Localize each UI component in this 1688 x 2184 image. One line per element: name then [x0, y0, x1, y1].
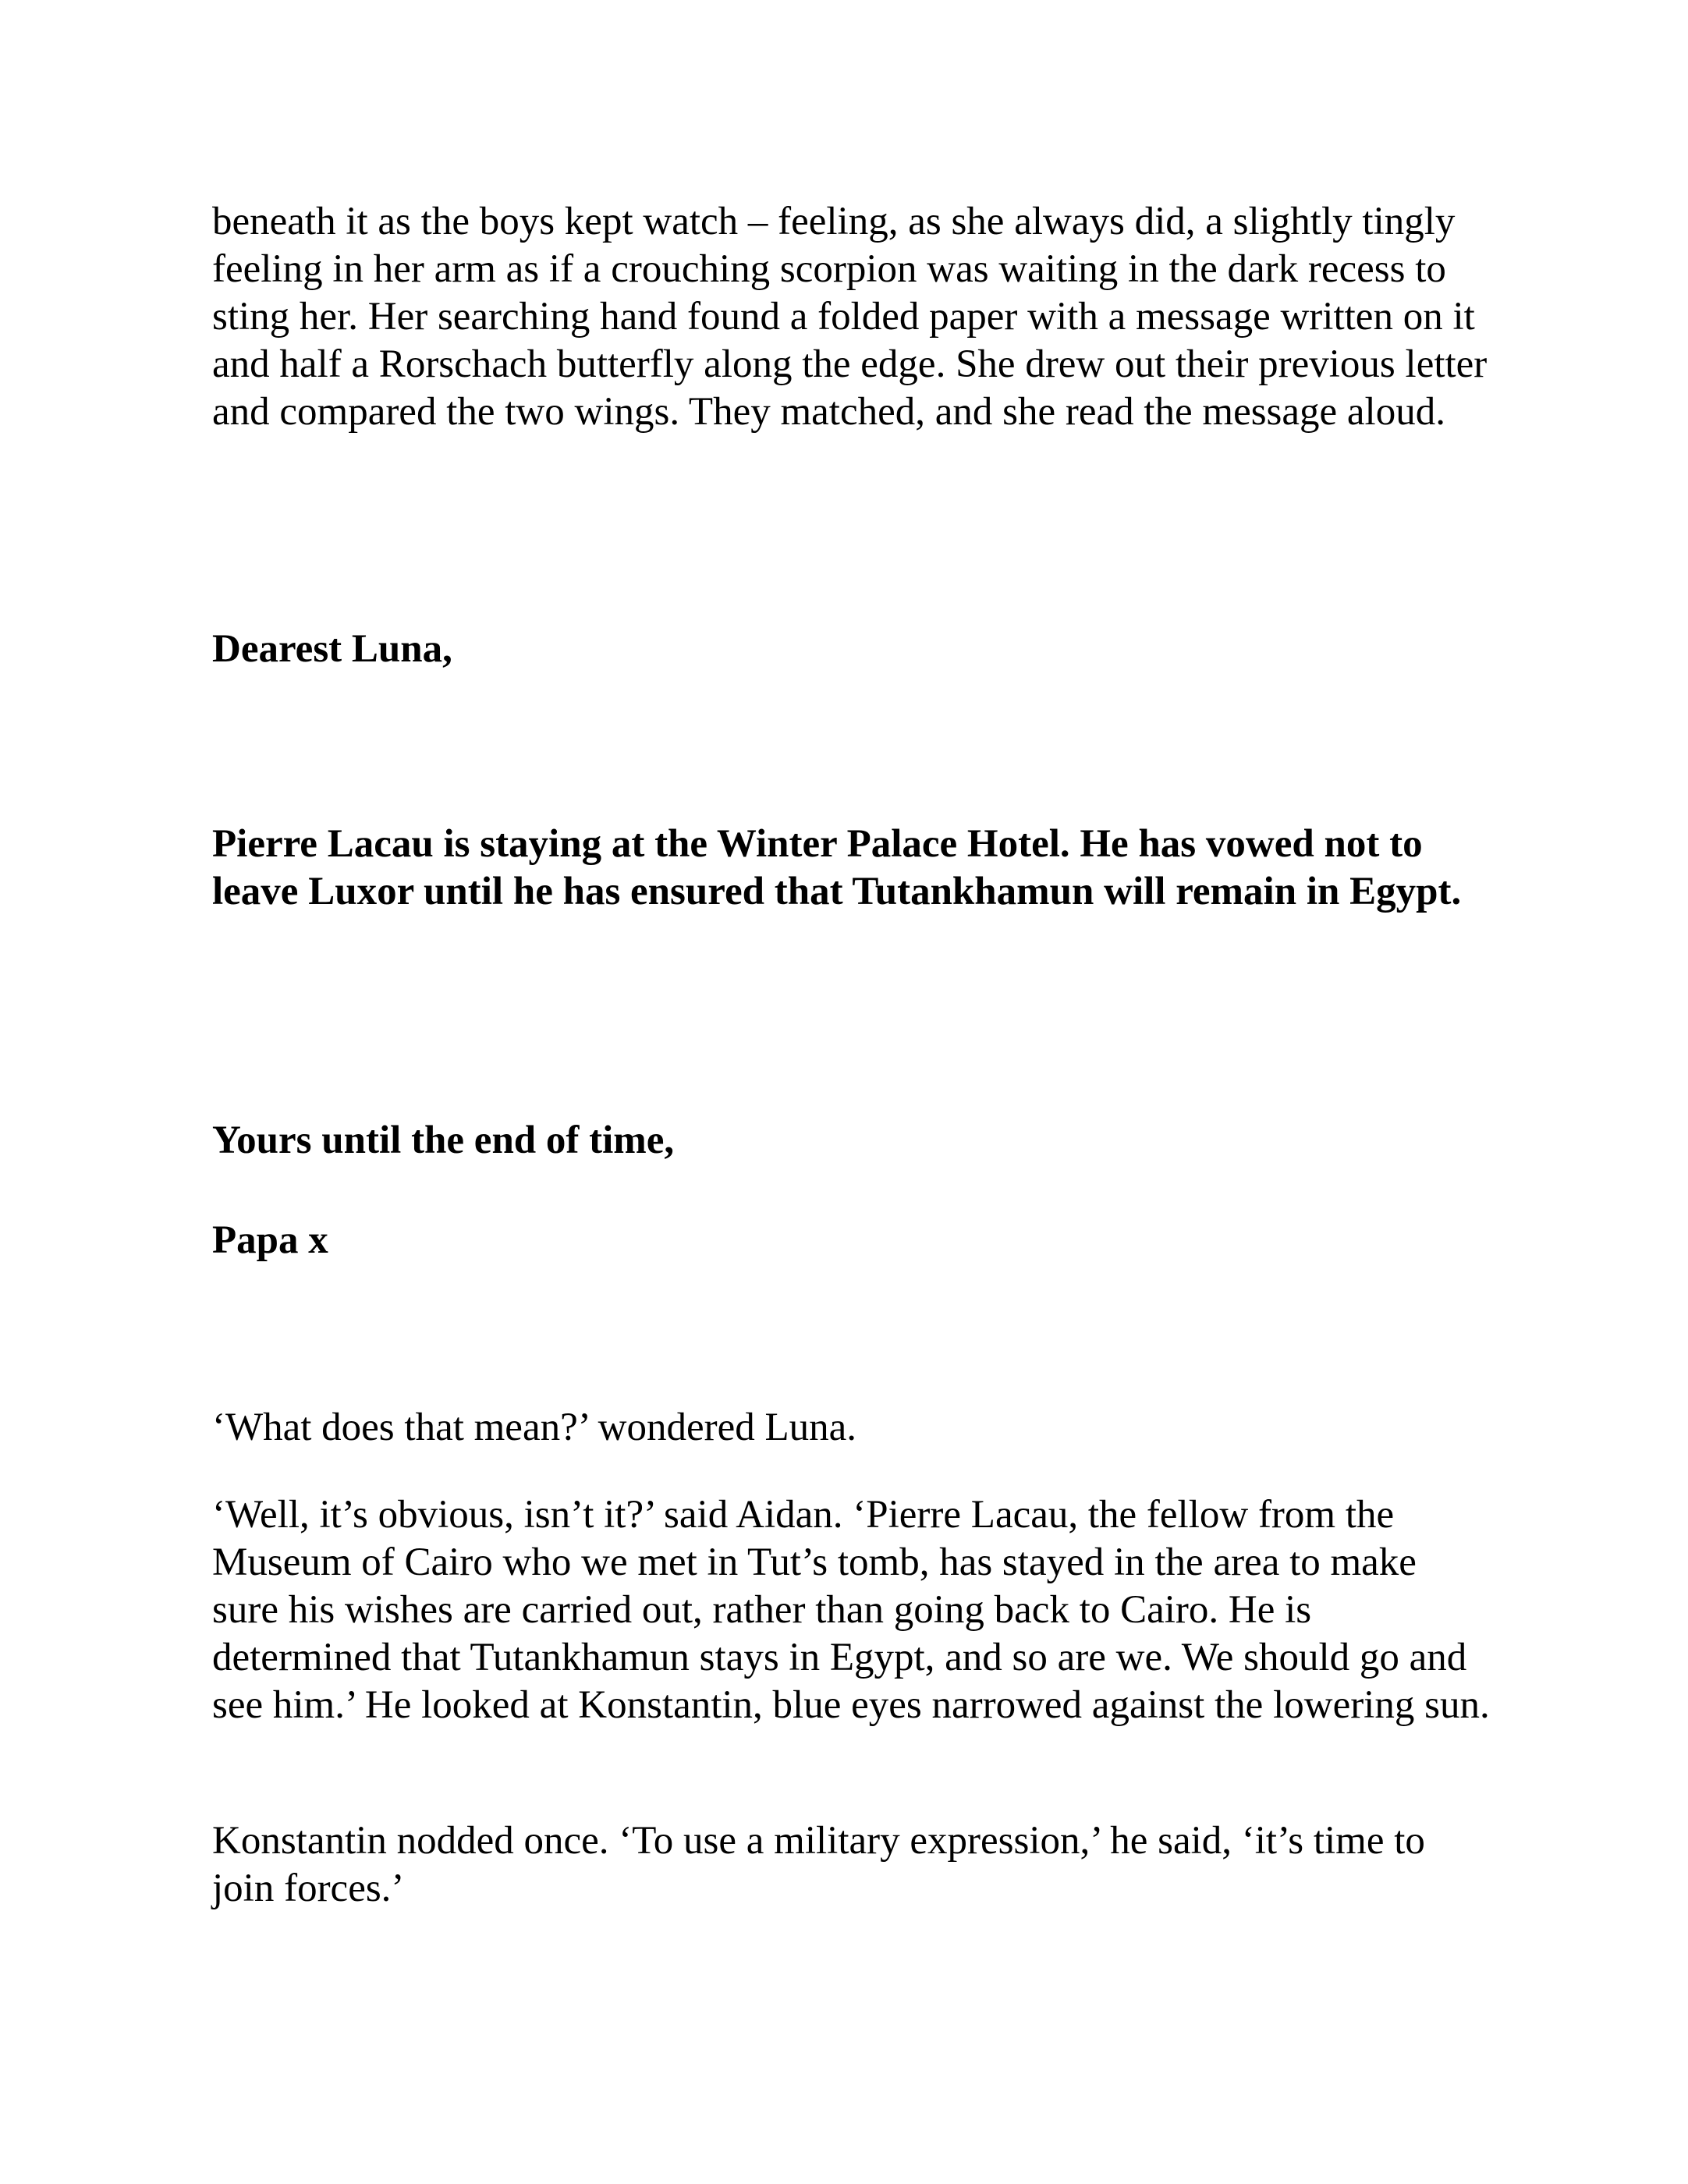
letter-signature: Papa x [212, 1218, 328, 1262]
paragraph-dialogue-konstantin: Konstantin nodded once. ‘To use a military expression,’ he said, ‘it’s time to join forces.’ [212, 1819, 1425, 1910]
letter-salutation: Dearest Luna, [212, 627, 452, 671]
paragraph-dialogue-luna: ‘What does that mean?’ wondered Luna. [212, 1406, 857, 1449]
letter-closing: Yours until the end of time, [212, 1119, 675, 1162]
letter-body: Pierre Lacau is staying at the Winter Palace Hotel. He has vowed not to leave Luxor until he has ensured that Tutankhamun will remain in Egypt. [212, 822, 1462, 913]
paragraph-narrative-1: beneath it as the boys kept watch – feeling, as she always did, a slightly tingly feeling in her arm as if a crouching scorpion was waiting in the dark recess to sting her. Her searching hand found a folded paper with a message written on it and half a Rorschach butterfly along the edge. She drew out their previous letter and compared the two wings. They matched, and she read the message aloud. [212, 200, 1488, 434]
paragraph-dialogue-aidan: ‘Well, it’s obvious, isn’t it?’ said Aidan. ‘Pierre Lacau, the fellow from the Museum of Cairo who we met in Tut’s tomb, has stayed in the area to make sure his wishes are carried out, rather than going back to Cairo. He is determined that Tutankhamun stays in Egypt, and so are we. We should go and see him.’ He looked at Konstantin, blue eyes narrowed against the lowering sun. [212, 1493, 1490, 1727]
